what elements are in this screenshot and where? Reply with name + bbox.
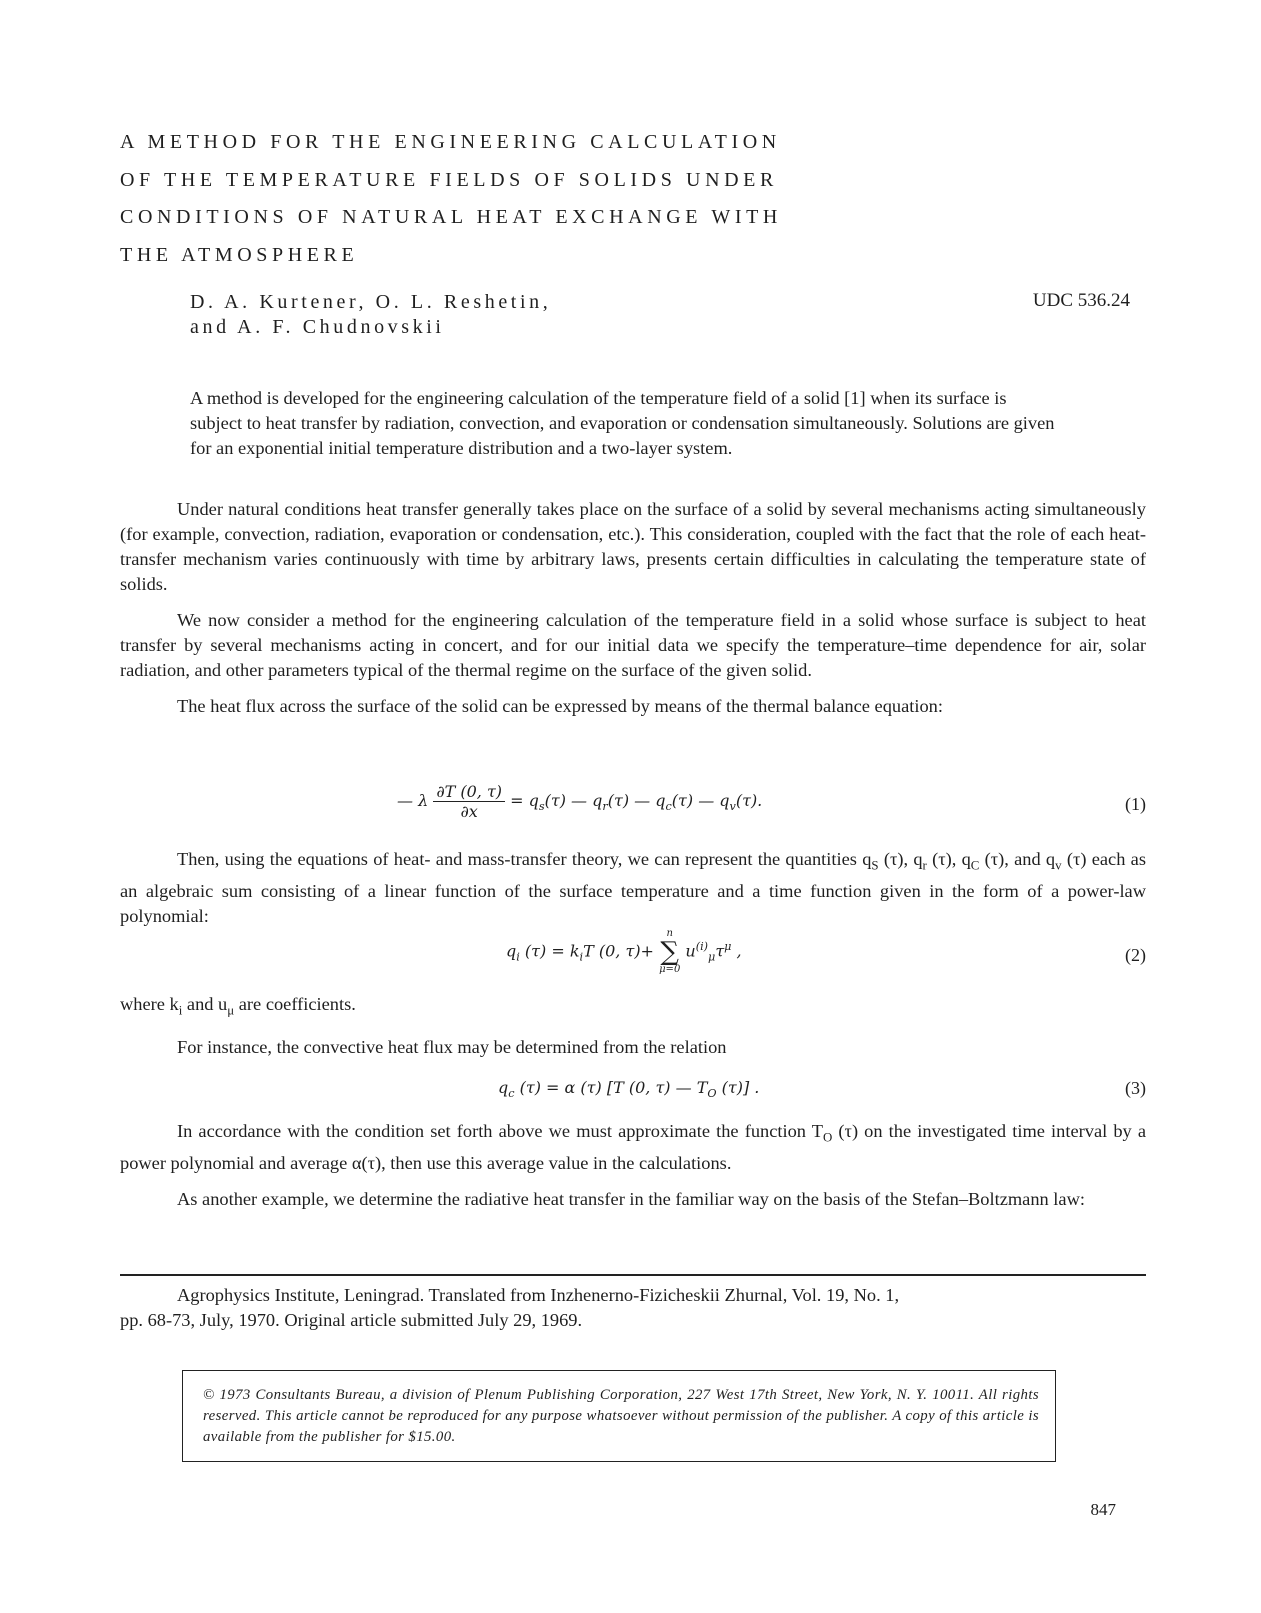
- eq1-denominator: ∂x: [460, 802, 478, 821]
- authors: [190, 290, 551, 340]
- footnote-line-1: Agrophysics Institute, Leningrad. Translated from Inzhenerno-Fizicheskii Zhurnal, Vol. 19, No. 1,: [177, 1285, 900, 1305]
- abstract: A method is developed for the engineering calculation of the temperature field of a solid [1] when its surface is subject to heat transfer by radiation, convection, and evaporation or condensation simultaneously. Solutions are given for an exponential initial temperature distribution and a two-layer system.: [190, 388, 1055, 458]
- paragraph-6: For instance, the convective heat flux may be determined from the relation: [177, 1036, 727, 1057]
- eq1-sub-r: r: [602, 800, 608, 814]
- eq1-rhs: = q: [510, 791, 539, 810]
- eq2-lhs: q: [506, 941, 517, 961]
- eq3-rhs2: (τ)] .: [716, 1078, 760, 1097]
- eq1-rhs4: (τ) — q: [671, 791, 730, 810]
- eq3-t-sub: O: [707, 1087, 717, 1101]
- summation-symbol: [659, 929, 680, 975]
- eq2-tail: τ: [715, 941, 725, 961]
- eq1-rhs5: (τ).: [735, 791, 763, 810]
- sigma-upper-limit: n: [666, 928, 673, 939]
- eq2-term: u: [685, 941, 696, 961]
- title-line: THE ATMOSPHERE: [120, 243, 359, 266]
- eq3-lhs-sub: c: [508, 1087, 515, 1101]
- equation-3: [120, 1076, 1146, 1106]
- paragraph-7: In accordance with the condition set forth above we must approximate the function $T_O$ (τ) on the investigated time interval by a power polynomial and average α(τ), then use this average value in the calculations.: [120, 1121, 1146, 1173]
- copyright-text: © 1973 Consultants Bureau, a division of Plenum Publishing Corporation, 227 West 17th Street, New York, N. Y. 10011. All rights reserved. This article cannot be reproduced for any purpose whatsoever without permission of the publisher. A copy of this article is available from the publisher for $15.00.: [203, 1387, 1039, 1445]
- body-paragraph-4: [120, 847, 1146, 929]
- eq3-lhs: q: [498, 1078, 509, 1097]
- sigma-glyph: ∑: [660, 937, 679, 967]
- equation-number: (1): [1125, 794, 1146, 814]
- eq2-mid: (τ) = k: [519, 941, 580, 961]
- eq2-end: ,: [731, 941, 742, 961]
- eq1-sub-s: s: [538, 800, 545, 814]
- authors-line-1: D. A. Kurtener, O. L. Reshetin,: [190, 291, 552, 313]
- paragraph-5: where $k_i$ and $u_\mu$ are coefficients.: [120, 994, 356, 1018]
- page-number: 847: [1090, 1500, 1116, 1519]
- equation-number: (2): [1125, 945, 1146, 965]
- article-title: [120, 124, 880, 274]
- paragraph-2: We now consider a method for the engineering calculation of the temperature field in a solid whose surface is subject to heat transfer by several mechanisms acting in concert, and for our initial data we specify the temperature–time dependence for air, solar radiation, and other parameters typical of the thermal regime on the surface of the given solid.: [120, 610, 1146, 680]
- paragraph-3: The heat flux across the surface of the solid can be expressed by means of the thermal balance equation:: [177, 696, 943, 716]
- eq2-k-sub: i: [579, 950, 584, 964]
- paragraph-4: Then, using the equations of heat- and mass-transfer theory, we can represent the quantities $q_S$ (τ), $q_r$ (τ), $q_C$ (τ), and $q_v$ (τ) each as an algebraic sum consisting of a linear function of the surface temperature and a time function given in the form of a power-law polynomial:: [120, 849, 1146, 926]
- equation-2: [120, 925, 1146, 981]
- eq1-rhs3: (τ) — q: [607, 791, 666, 810]
- udc-code: UDC 536.24: [1032, 290, 1130, 311]
- eq1-fraction: [433, 782, 505, 821]
- footnote-divider: [120, 1274, 1146, 1276]
- body-paragraphs-middle: [120, 992, 1146, 1060]
- eq2-term-sub: μ: [708, 950, 716, 964]
- body-paragraphs-bottom: [120, 1119, 1146, 1212]
- eq2-term-sup: (i): [695, 940, 709, 954]
- eq2-mid2: T (0, τ)+: [583, 941, 654, 961]
- eq1-numerator: ∂T (0, τ): [433, 782, 505, 802]
- body-paragraphs-top: [120, 497, 1146, 719]
- sigma-lower-limit: μ=0: [659, 964, 681, 975]
- eq2-tail-sup: μ: [724, 940, 732, 954]
- eq1-rhs2: (τ) — q: [544, 791, 603, 810]
- paragraph-1: Under natural conditions heat transfer generally takes place on the surface of a solid by several mechanisms acting simultaneously (for example, convection, radiation, evaporation or condensation, etc.). This consideration, coupled with the fact that the role of each heat-transfer mechanism varies continuously with time by arbitrary laws, presents certain difficulties in calculating the temperature state of solids.: [120, 499, 1146, 594]
- equation-number: (3): [1125, 1078, 1146, 1098]
- eq1-sub-v: v: [729, 800, 736, 814]
- footnote-line-2: pp. 68-73, July, 1970. Original article submitted July 29, 1969.: [120, 1310, 583, 1330]
- equation-1: [120, 782, 1146, 832]
- eq2-lhs-sub: i: [516, 950, 520, 964]
- title-line: A METHOD FOR THE ENGINEERING CALCULATION: [120, 131, 781, 153]
- copyright-box: [182, 1370, 1056, 1462]
- footnote: [120, 1283, 1146, 1333]
- authors-line-2: and A. F. Chudnovskii: [190, 316, 445, 338]
- title-line: OF THE TEMPERATURE FIELDS OF SOLIDS UNDER: [120, 168, 778, 191]
- paragraph-8: As another example, we determine the radiative heat transfer in the familiar way on the basis of the Stefan–Boltzmann law:: [177, 1188, 1085, 1209]
- eq1-lhs-prefix: — λ: [397, 791, 429, 810]
- title-line: CONDITIONS OF NATURAL HEAT EXCHANGE WITH: [120, 206, 782, 228]
- eq3-rhs: (τ) = α (τ) [T (0, τ) — T: [514, 1078, 708, 1097]
- eq1-sub-c: c: [665, 800, 672, 814]
